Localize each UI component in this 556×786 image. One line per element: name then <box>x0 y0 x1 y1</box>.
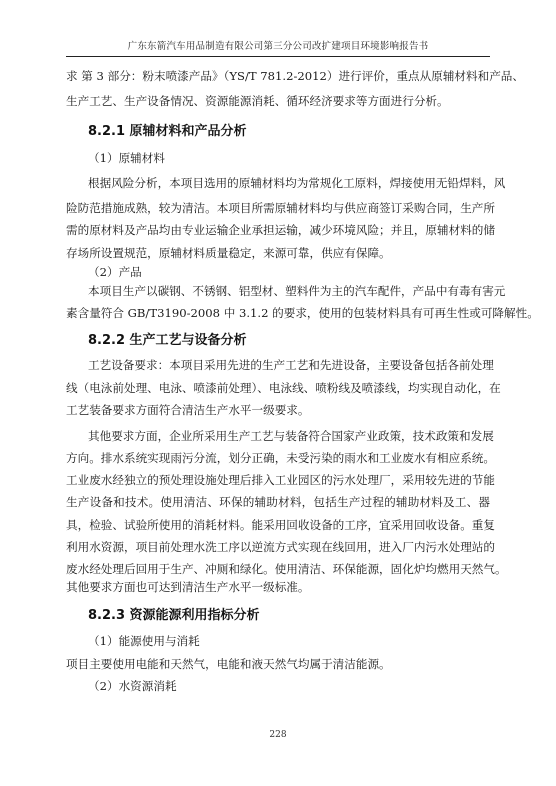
subsection-label: （1）能源使用与消耗 <box>88 634 200 648</box>
paragraph-line: 其他要求方面也可达到清洁生产水平一级标准。 <box>66 580 310 594</box>
paragraph-line: 线（电泳前处理、电泳、喷漆前处理）、电泳线、喷粉线及喷漆线，均实现自动化，在 <box>66 381 501 395</box>
paragraph-line: 方向。排水系统实现雨污分流，划分正确，未受污染的雨水和工业废水有相应系统。 <box>66 451 495 465</box>
paragraph-line: 求 第 3 部分：粉末喷漆产品》（YS/T 781.2-2012）进行评价，重点从原辅材料和产品、 <box>66 69 524 83</box>
paragraph-line: 工业废水经独立的预处理设施处理后排入工业园区的污水处理厂，采用较先进的节能 <box>66 473 495 487</box>
section-heading-8-2-3: 8.2.3 资源能源利用指标分析 <box>88 608 260 623</box>
paragraph-line: 利用水资源，项目前处理水洗工序以逆流方式实现在线回用，进入厂内污水处理站的 <box>66 540 495 554</box>
paragraph-line: 根据风险分析，本项目选用的原辅材料均为常规化工原料，焊接使用无铅焊料，风 <box>88 176 506 190</box>
paragraph-line: 险防范措施成熟，较为清洁。本项目所需原辅材料均与供应商签订采购合同，生产所 <box>66 201 495 215</box>
paragraph-line: 其他要求方面，企业所采用生产工艺与装备符合国家产业政策，技术政策和发展 <box>88 429 494 443</box>
paragraph-line: 项目主要使用电能和天然气，电能和液天然气均属于清洁能源。 <box>66 657 391 671</box>
running-header: 广东东箭汽车用品制造有限公司第三分公司改扩建项目环境影响报告书 <box>127 41 429 52</box>
section-heading-8-2-2: 8.2.2 生产工艺与设备分析 <box>88 333 247 348</box>
section-heading-8-2-1: 8.2.1 原辅材料和产品分析 <box>88 124 247 139</box>
subsection-label: （1）原辅材料 <box>88 151 165 165</box>
subsection-label: （2）水资源消耗 <box>88 679 177 693</box>
paragraph-line: 本项目生产以碳钢、不锈钢、铝型材、塑料件为主的汽车配件，产品中有毒有害元 <box>88 284 506 298</box>
paragraph-line: 存场所设置规范，原辅材料质量稳定，来源可靠，供应有保障。 <box>66 246 391 260</box>
header-rule <box>66 56 490 57</box>
paragraph-line: 素含量符合 GB/T3190-2008 中 3.1.2 的要求，使用的包装材料具有可再生性或可降解性。 <box>66 306 539 320</box>
paragraph-line: 生产设备和技术。使用清洁、环保的辅助材料，包括生产过程的辅助材料及工、器 <box>66 495 490 509</box>
paragraph-line: 需的原材料及产品均由专业运输企业承担运输，减少环境风险；并且，原辅材料的储 <box>66 223 495 237</box>
paragraph-line: 生产工艺、生产设备情况、资源能源消耗、循环经济要求等方面进行分析。 <box>66 94 449 108</box>
subsection-label: （2）产品 <box>88 265 142 279</box>
paragraph-line: 工艺设备要求：本项目采用先进的生产工艺和先进设备，主要设备包括各前处理 <box>88 358 494 372</box>
paragraph-line: 废水经处理后回用于生产、冲厕和绿化。使用清洁、环保能源，固化炉均燃用天然气。 <box>66 562 507 576</box>
paragraph-line: 工艺装备要求方面符合清洁生产水平一级要求。 <box>66 403 310 417</box>
paragraph-line: 具，检验、试验所使用的消耗材料。能采用回收设备的工序，宜采用回收设备。重复 <box>66 518 495 532</box>
page-number: 228 <box>269 730 287 740</box>
